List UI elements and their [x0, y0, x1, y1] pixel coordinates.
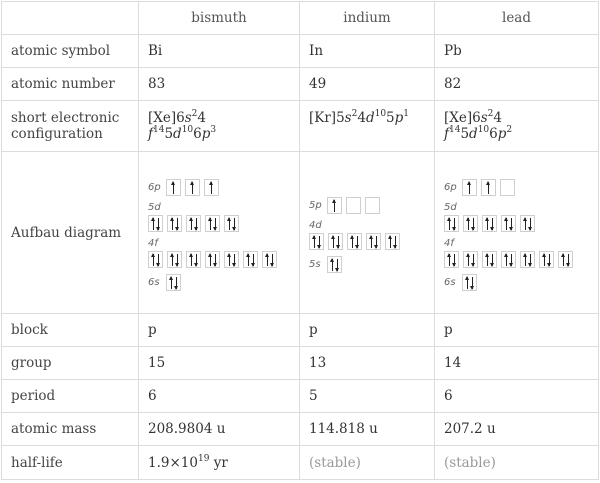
orbital-box: [482, 215, 497, 232]
text-fragment: s: [184, 110, 192, 126]
text-fragment: 10: [477, 125, 490, 135]
orbital-box: [148, 215, 163, 232]
spin-up-arrow-icon: [153, 254, 154, 266]
spin-up-arrow-icon: [210, 218, 211, 230]
cell-indium: p: [300, 314, 435, 347]
text-fragment: [Xe]6: [444, 110, 481, 126]
row-label: short electronic configuration: [2, 101, 139, 152]
orbital-box: [463, 215, 478, 232]
spin-up-arrow-icon: [314, 236, 315, 248]
row-atomic-symbol: [2, 35, 599, 68]
spin-up-arrow-icon: [449, 254, 450, 266]
row-label: atomic symbol: [2, 35, 139, 68]
spin-up-arrow-icon: [192, 182, 193, 194]
spin-down-arrow-icon: [177, 254, 178, 266]
spin-up-arrow-icon: [371, 236, 372, 248]
spin-down-arrow-icon: [511, 218, 512, 230]
cell-indium: 5: [300, 380, 435, 413]
spin-up-arrow-icon: [172, 254, 173, 266]
text-fragment: 1: [403, 109, 410, 119]
text-fragment: f: [148, 126, 153, 142]
spin-up-arrow-icon: [267, 254, 268, 266]
spin-up-arrow-icon: [229, 254, 230, 266]
orbital-box: [186, 215, 201, 232]
spin-down-arrow-icon: [234, 218, 235, 230]
spin-down-arrow-icon: [176, 277, 177, 289]
spin-down-arrow-icon: [492, 218, 493, 230]
orbital-box: [462, 274, 477, 291]
text-fragment: 4: [197, 110, 206, 126]
spin-up-arrow-icon: [487, 218, 488, 230]
row-label: Aufbau diagram: [2, 152, 139, 314]
orbital-5s: [309, 256, 425, 273]
row-atomic-mass: [2, 413, 599, 446]
orbital-4f-label: 4f: [444, 237, 454, 249]
cell-lead: (stable): [435, 446, 599, 480]
orbital-label: 6s: [148, 276, 160, 288]
cell-indium: 114.818 u: [300, 413, 435, 446]
orbital-4f-label: 4f: [148, 237, 158, 249]
orbital-box: [327, 197, 342, 214]
text-fragment: 4: [357, 110, 366, 126]
cell-lead: 82: [435, 68, 599, 101]
orbital-box: [185, 179, 200, 196]
text-fragment: 4: [493, 110, 502, 126]
orbital-box: [520, 251, 535, 268]
row-atomic-number: [2, 68, 599, 101]
orbital-label: 5p: [309, 199, 322, 211]
spin-up-arrow-icon: [449, 218, 450, 230]
spin-down-arrow-icon: [319, 236, 320, 248]
orbital-box: [347, 233, 362, 250]
orbital-box: [166, 274, 181, 291]
text-fragment: f: [444, 126, 449, 142]
spin-up-arrow-icon: [506, 254, 507, 266]
row-period: [2, 380, 599, 413]
cell-lead: p: [435, 314, 599, 347]
orbital-box: [205, 251, 220, 268]
row-group: [2, 347, 599, 380]
text-fragment: [Kr]5: [309, 110, 345, 126]
spin-up-arrow-icon: [211, 182, 212, 194]
spin-up-arrow-icon: [172, 218, 173, 230]
text-fragment: 2: [506, 125, 513, 135]
spin-down-arrow-icon: [454, 218, 455, 230]
spin-up-arrow-icon: [229, 218, 230, 230]
orbital-6s: [148, 274, 290, 291]
orbital-4d: [309, 233, 425, 250]
spin-down-arrow-icon: [568, 254, 569, 266]
orbital-box: [501, 251, 516, 268]
orbital-4d-label: 4d: [309, 219, 322, 231]
orbital-label: 6p: [148, 181, 161, 193]
cell-bismuth: 208.9804 u: [139, 413, 300, 446]
orbital-6p: [444, 179, 589, 196]
cell-bismuth: Bi: [139, 35, 300, 68]
spin-down-arrow-icon: [158, 218, 159, 230]
spin-down-arrow-icon: [357, 236, 358, 248]
orbital-5p: [309, 197, 425, 214]
spin-down-arrow-icon: [376, 236, 377, 248]
cell-bismuth: 15: [139, 347, 300, 380]
spin-down-arrow-icon: [158, 254, 159, 266]
spin-up-arrow-icon: [248, 254, 249, 266]
cell-indium: In: [300, 35, 435, 68]
orbital-box: [346, 197, 361, 214]
orbital-label: 6s: [444, 276, 456, 288]
spin-up-arrow-icon: [334, 200, 335, 212]
orbital-label: 6p: [444, 181, 457, 193]
orbital-6p: [148, 179, 290, 196]
aufbau-bismuth: [139, 152, 300, 314]
row-label: block: [2, 314, 139, 347]
spin-down-arrow-icon: [215, 218, 216, 230]
header-lead: lead: [435, 2, 599, 35]
spin-down-arrow-icon: [337, 259, 338, 271]
text-fragment: 6: [193, 126, 202, 142]
spin-up-arrow-icon: [191, 218, 192, 230]
text-fragment: 2: [351, 109, 358, 119]
header-corner: [2, 2, 139, 35]
text-fragment: d: [365, 110, 375, 126]
row-label: period: [2, 380, 139, 413]
orbital-box: [205, 215, 220, 232]
cell-indium: 49: [300, 68, 435, 101]
spin-up-arrow-icon: [191, 254, 192, 266]
text-fragment: 5: [460, 126, 470, 142]
text-fragment: 3: [210, 125, 217, 135]
orbital-box: [539, 251, 554, 268]
row-aufbau: [2, 152, 599, 314]
cell-indium: [300, 101, 435, 152]
spin-up-arrow-icon: [544, 254, 545, 266]
spin-up-arrow-icon: [506, 218, 507, 230]
aufbau-indium: [300, 152, 435, 314]
orbital-box: [520, 215, 535, 232]
spin-down-arrow-icon: [473, 254, 474, 266]
text-fragment: 5: [164, 126, 174, 142]
element-comparison-table: [1, 1, 599, 480]
text-fragment: d: [469, 126, 478, 142]
cell-bismuth: [139, 446, 300, 480]
text-fragment: 19: [197, 453, 210, 464]
spin-down-arrow-icon: [196, 254, 197, 266]
config-text: [148, 110, 216, 142]
text-fragment: 10: [374, 109, 387, 119]
text-fragment: p: [497, 126, 507, 142]
orbital-box: [500, 179, 515, 196]
spin-up-arrow-icon: [525, 218, 526, 230]
orbital-box: [444, 251, 459, 268]
spin-down-arrow-icon: [177, 218, 178, 230]
spin-up-arrow-icon: [210, 254, 211, 266]
orbital-4f: [148, 251, 290, 268]
orbital-box: [167, 251, 182, 268]
orbital-box: [167, 215, 182, 232]
spin-up-arrow-icon: [525, 254, 526, 266]
orbital-5d: [148, 215, 290, 232]
orbital-box: [501, 215, 516, 232]
row-label: half-life: [2, 446, 139, 480]
orbital-label: 5s: [309, 258, 321, 270]
config-text: [309, 110, 409, 126]
spin-down-arrow-icon: [215, 254, 216, 266]
text-fragment: 2: [191, 109, 198, 119]
text-fragment: p: [394, 110, 404, 126]
spin-up-arrow-icon: [390, 236, 391, 248]
text-fragment: p: [201, 126, 211, 142]
orbital-box: [148, 251, 163, 268]
text-fragment: 1.9: [148, 454, 170, 471]
spin-down-arrow-icon: [338, 236, 339, 248]
orbital-box: [462, 179, 477, 196]
row-electron-config: [2, 101, 599, 152]
text-fragment: 2: [487, 109, 494, 119]
orbital-box: [558, 251, 573, 268]
spin-up-arrow-icon: [468, 218, 469, 230]
spin-up-arrow-icon: [468, 254, 469, 266]
cell-lead: [435, 101, 599, 152]
orbital-box: [481, 179, 496, 196]
config-text: [444, 110, 512, 142]
spin-down-arrow-icon: [530, 254, 531, 266]
text-fragment: yr: [213, 454, 228, 471]
spin-down-arrow-icon: [472, 277, 473, 289]
spin-up-arrow-icon: [171, 277, 172, 289]
text-fragment: 14: [449, 125, 461, 135]
row-block: [2, 314, 599, 347]
spin-up-arrow-icon: [469, 182, 470, 194]
cell-lead: 14: [435, 347, 599, 380]
spin-down-arrow-icon: [473, 218, 474, 230]
orbital-box: [366, 233, 381, 250]
cell-lead: 207.2 u: [435, 413, 599, 446]
spin-down-arrow-icon: [530, 218, 531, 230]
spin-down-arrow-icon: [454, 254, 455, 266]
orbital-5d-label: 5d: [148, 201, 161, 213]
text-fragment: s: [480, 110, 488, 126]
text-fragment: d: [173, 126, 182, 142]
spin-down-arrow-icon: [272, 254, 273, 266]
header-indium: indium: [300, 2, 435, 35]
row-half-life: [2, 446, 599, 480]
orbital-box: [327, 256, 342, 273]
spin-up-arrow-icon: [488, 182, 489, 194]
orbital-box: [482, 251, 497, 268]
spin-up-arrow-icon: [173, 182, 174, 194]
aufbau-lead: [435, 152, 599, 314]
cell-lead: Pb: [435, 35, 599, 68]
orbital-4f: [444, 251, 589, 268]
orbital-box: [463, 251, 478, 268]
cell-indium: (stable): [300, 446, 435, 480]
cell-bismuth: p: [139, 314, 300, 347]
text-fragment: 10: [180, 454, 198, 471]
spin-up-arrow-icon: [563, 254, 564, 266]
spin-up-arrow-icon: [467, 277, 468, 289]
orbital-box: [262, 251, 277, 268]
cell-lead: 6: [435, 380, 599, 413]
orbital-6s: [444, 274, 589, 291]
header-row: [2, 2, 599, 35]
spin-down-arrow-icon: [253, 254, 254, 266]
orbital-box: [204, 179, 219, 196]
text-fragment: 10: [181, 125, 194, 135]
orbital-box: [444, 215, 459, 232]
text-fragment: 14: [153, 125, 165, 135]
text-fragment: ×: [169, 454, 181, 471]
spin-up-arrow-icon: [333, 236, 334, 248]
orbital-box: [328, 233, 343, 250]
orbital-box: [186, 251, 201, 268]
text-fragment: [Xe]6: [148, 110, 185, 126]
cell-bismuth: [139, 101, 300, 152]
orbital-box: [385, 233, 400, 250]
header-bismuth: bismuth: [139, 2, 300, 35]
cell-bismuth: 83: [139, 68, 300, 101]
row-label: atomic number: [2, 68, 139, 101]
spin-up-arrow-icon: [332, 259, 333, 271]
spin-down-arrow-icon: [549, 254, 550, 266]
orbital-box: [224, 251, 239, 268]
orbital-5d-label: 5d: [444, 201, 457, 213]
spin-down-arrow-icon: [395, 236, 396, 248]
orbital-box: [365, 197, 380, 214]
spin-up-arrow-icon: [153, 218, 154, 230]
row-label: atomic mass: [2, 413, 139, 446]
spin-down-arrow-icon: [511, 254, 512, 266]
spin-up-arrow-icon: [487, 254, 488, 266]
spin-up-arrow-icon: [352, 236, 353, 248]
cell-indium: 13: [300, 347, 435, 380]
text-fragment: 5: [386, 110, 395, 126]
spin-down-arrow-icon: [492, 254, 493, 266]
orbital-box: [166, 179, 181, 196]
text-fragment: 6: [489, 126, 498, 142]
orbital-box: [243, 251, 258, 268]
cell-bismuth: 6: [139, 380, 300, 413]
spin-down-arrow-icon: [234, 254, 235, 266]
text-fragment: s: [344, 110, 352, 126]
orbital-5d: [444, 215, 589, 232]
spin-down-arrow-icon: [196, 218, 197, 230]
orbital-box: [309, 233, 324, 250]
orbital-box: [224, 215, 239, 232]
row-label: group: [2, 347, 139, 380]
